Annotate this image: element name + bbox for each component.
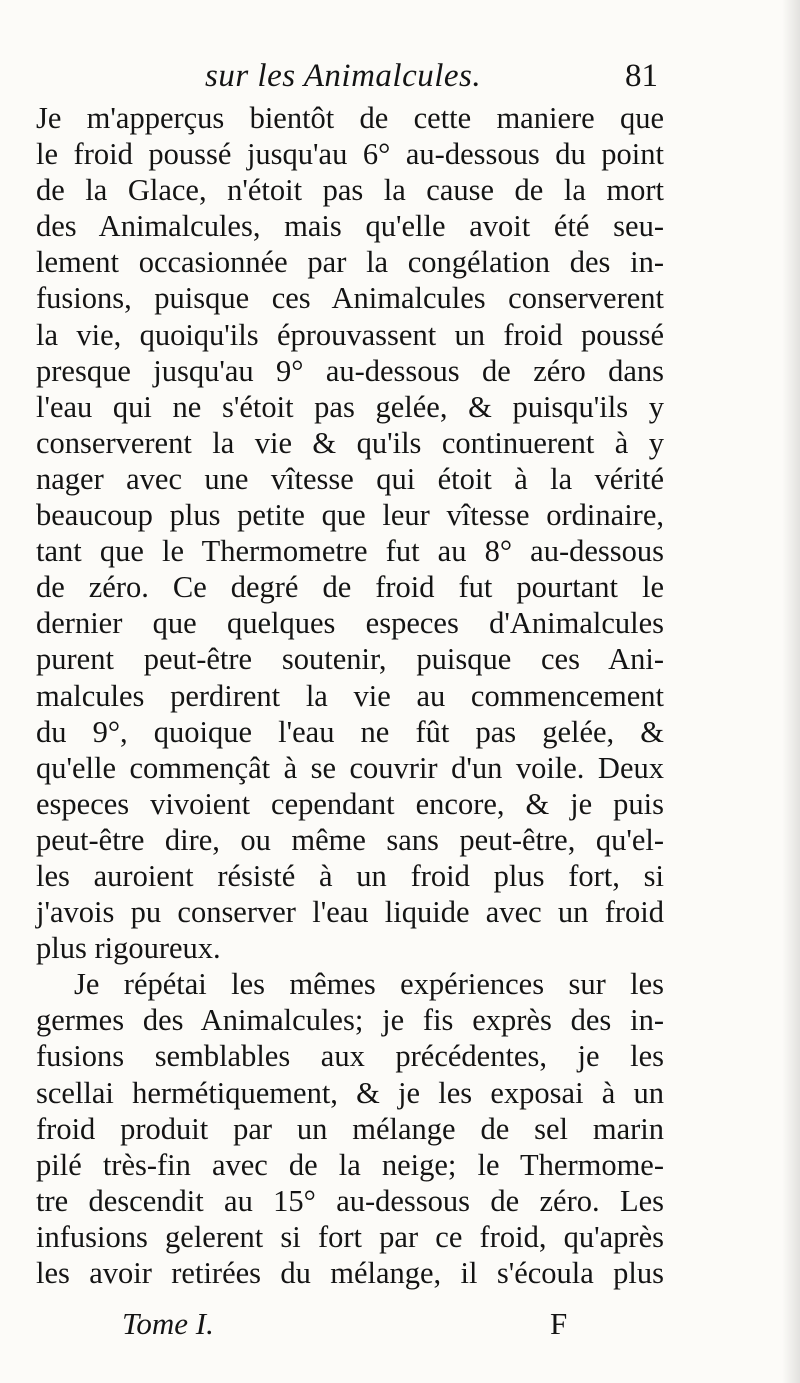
text-line: Je répétai les mêmes expériences sur les xyxy=(74,967,664,1002)
text-line: purent peut-être soutenir, puisque ces Ani- xyxy=(36,642,664,677)
page-header xyxy=(40,58,660,102)
text-line: fusions, puisque ces Animalcules conserverent xyxy=(36,281,664,316)
page-number: 81 xyxy=(625,58,658,94)
text-line: peut-être dire, ou même sans peut-être, qu'el- xyxy=(36,822,664,857)
text-line: especes vivoient cependant encore, & je puis xyxy=(36,786,664,821)
text-line: froid produit par un mélange de sel marin xyxy=(36,1111,664,1146)
text-line: qu'elle commençât à se couvrir d'un voile. Deux xyxy=(36,750,664,785)
text-line: tant que le Thermometre fut au 8° au-dessous xyxy=(36,534,664,569)
text-line: les avoir retirées du mélange, il s'écoula plus xyxy=(36,1256,664,1290)
running-head: sur les Animalcules. xyxy=(205,58,482,94)
text-line: l'eau qui ne s'étoit pas gelée, & puisqu'ils y xyxy=(36,389,664,424)
text-line: le froid poussé jusqu'au 6° au-dessous du point xyxy=(36,137,664,172)
text-line: lement occasionnée par la congélation des in- xyxy=(36,245,664,280)
text-line: conserverent la vie & qu'ils continuerent à y xyxy=(36,425,664,460)
text-line: de la Glace, n'étoit pas la cause de la mort xyxy=(36,173,664,208)
text-line: du 9°, quoique l'eau ne fût pas gelée, & xyxy=(36,714,664,749)
text-line: infusions gelerent si fort par ce froid, qu'après xyxy=(36,1219,664,1254)
text-line: scellai hermétiquement, & je les exposai à un xyxy=(36,1075,664,1110)
body-text xyxy=(36,100,664,1291)
text-line: tre descendit au 15° au-dessous de zéro. Les xyxy=(36,1183,664,1218)
text-line: malcules perdirent la vie au commencement xyxy=(36,678,664,713)
text-line: des Animalcules, mais qu'elle avoit été seu- xyxy=(36,209,664,244)
text-line: nager avec une vîtesse qui étoit à la vérité xyxy=(36,461,664,496)
text-line: dernier que quelques especes d'Animalcules xyxy=(36,606,664,641)
text-line: j'avois pu conserver l'eau liquide avec un froid xyxy=(36,895,664,930)
page-footer xyxy=(40,1306,660,1350)
text-line: pilé très-fin avec de la neige; le Thermome- xyxy=(36,1147,664,1182)
text-line: de zéro. Ce degré de froid fut pourtant le xyxy=(36,570,664,605)
signature-mark: F xyxy=(550,1306,568,1341)
text-line: la vie, quoiqu'ils éprouvassent un froid poussé xyxy=(36,317,664,352)
text-line: les auroient résisté à un froid plus fort, si xyxy=(36,858,664,893)
text-line: presque jusqu'au 9° au-dessous de zéro dans xyxy=(36,353,664,388)
text-line: beaucoup plus petite que leur vîtesse ordinaire, xyxy=(36,498,664,533)
text-line: Je m'apperçus bientôt de cette maniere que xyxy=(36,101,664,135)
text-line: germes des Animalcules; je fis exprès des in- xyxy=(36,1003,664,1038)
text-line: plus rigoureux. xyxy=(36,931,221,966)
volume-label: Tome I. xyxy=(122,1306,214,1341)
text-line: fusions semblables aux précédentes, je les xyxy=(36,1039,664,1074)
